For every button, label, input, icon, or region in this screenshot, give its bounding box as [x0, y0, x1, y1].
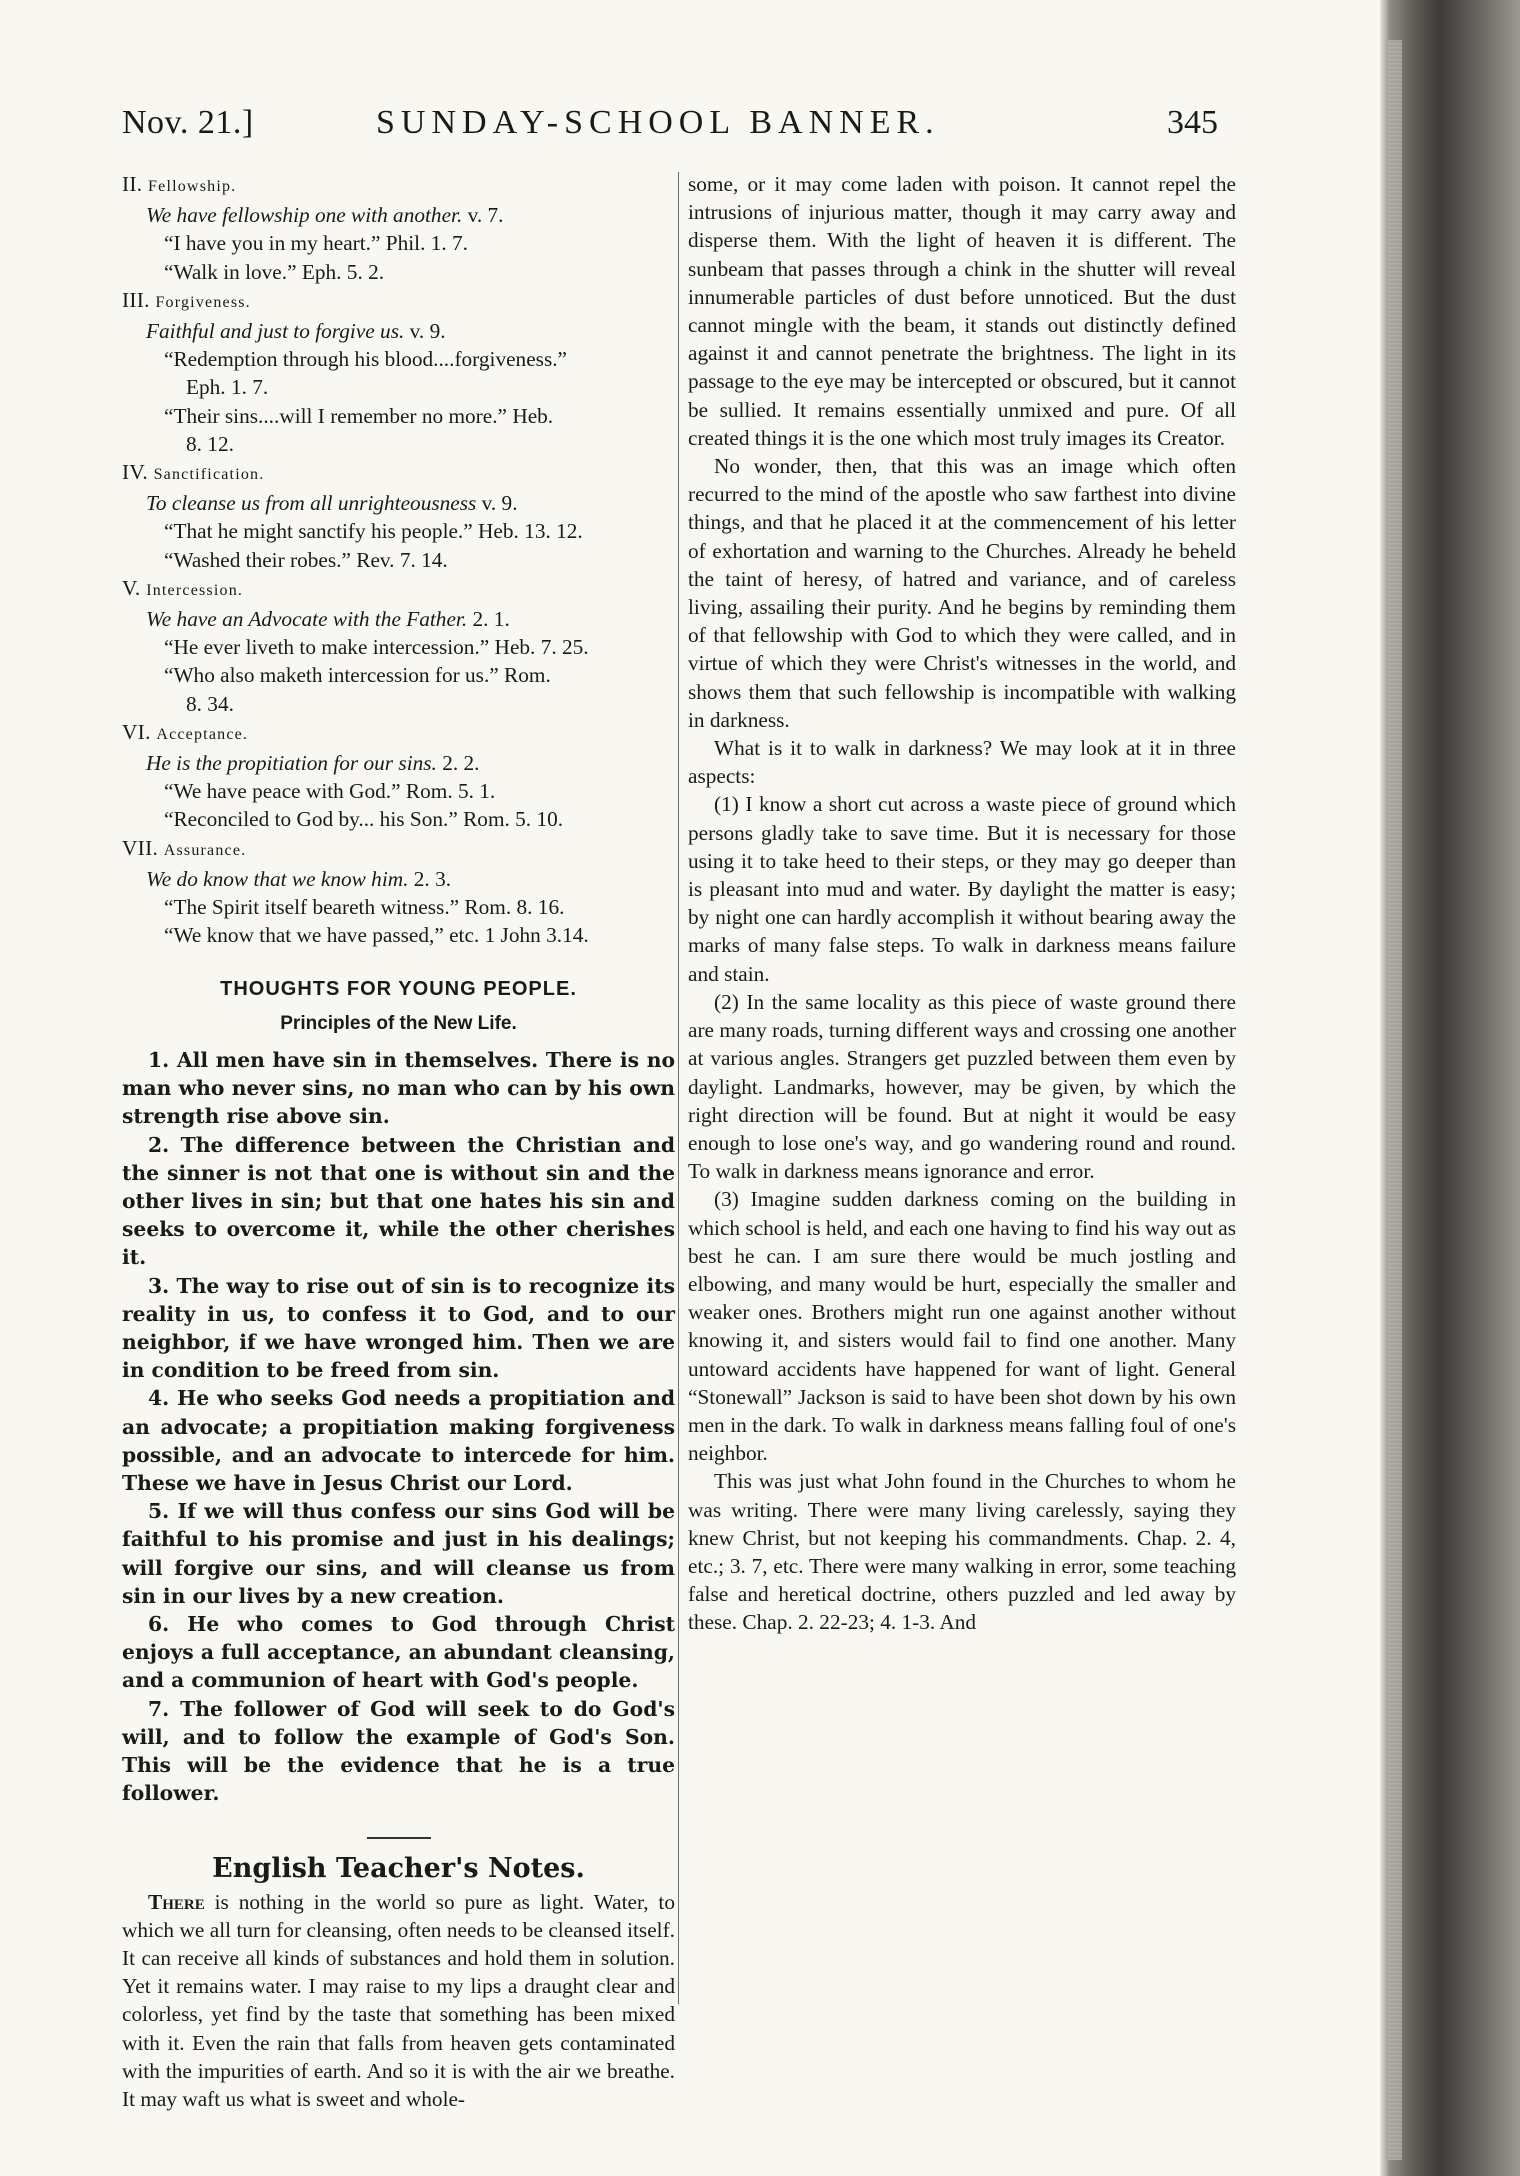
thought-item [122, 1046, 675, 1131]
thought-item [122, 1272, 675, 1385]
scripture-line: Eph. 1. 7. [186, 375, 269, 400]
scripture-line: “Their sins....will I remember no more.” Heb. [164, 403, 554, 428]
body-paragraph: What is it to walk in darkness? We may look at it in three aspects: [688, 736, 1236, 789]
scripture-reference [122, 345, 675, 401]
scripture-reference [122, 893, 675, 921]
outline-heading-text: Intercession. [146, 581, 244, 599]
outline-heading [122, 286, 675, 317]
scripture-reference [122, 517, 675, 545]
scripture-line: “We have peace with God.” Rom. 5. 1. [164, 779, 496, 804]
header-date: Nov. 21.] [122, 104, 254, 141]
outline-numeral: VII. [122, 835, 159, 860]
outline-numeral: V. [122, 575, 141, 600]
scripture-reference [122, 402, 675, 458]
scripture-reference [122, 546, 675, 574]
scripture-reference [122, 777, 675, 805]
thoughts-subtitle: Principles of the New Life. [280, 1012, 517, 1034]
scripture-line: “Reconciled to God by... his Son.” Rom. 5. 10. [164, 807, 564, 832]
verse-reference: v. 9. [409, 319, 446, 344]
outline-numeral: II. [122, 172, 143, 196]
scripture-line: “The Spirit itself beareth witness.” Rom. 8. 16. [164, 895, 565, 920]
thought-text: The difference between the Christian and the sinner is not that one is without sin and the other lives in sin; but that one hates his sin and seeks to overcome it, while the other cherishes it. [122, 1132, 676, 1270]
verse-reference: 2. 1. [472, 607, 510, 632]
thought-item [122, 1497, 675, 1610]
right-paragraphs [688, 452, 1236, 1637]
outline-heading [122, 170, 675, 201]
thoughts-title: THOUGHTS FOR YOUNG PEOPLE. [220, 978, 577, 1001]
verse-text: To cleanse us from all unrighteousness [146, 491, 477, 516]
body-paragraph: (3) Imagine sudden darkness coming on the building in which school is held, and each one having to find his way out as best he can. I am sure there would be much jostling and elbowing, and many would be hurt, especially the smaller and weaker ones. Brothers might run one against another without knowing it, and sisters would fail to find one another. Many untoward accidents have happened for want of light. General “Stonewall” Jackson is said to have been shot down by his own men in the dark. To walk in darkness means falling foul of one's neighbor. [688, 1187, 1236, 1466]
scripture-reference [122, 229, 675, 257]
column-rule [678, 172, 679, 2004]
thought-number: 3. [148, 1273, 170, 1298]
outline-verse [122, 749, 675, 777]
verse-reference: v. 9. [481, 491, 518, 516]
outline-heading [122, 718, 675, 749]
scripture-line: “We know that we have passed,” etc. 1 John 3.14. [164, 923, 589, 948]
scripture-reference [122, 921, 675, 949]
outline-heading-text: Sanctification. [153, 466, 265, 484]
scripture-line: “That he might sanctify his people.” Heb. 13. 12. [164, 519, 583, 544]
scripture-line: “I have you in my heart.” Phil. 1. 7. [164, 231, 469, 256]
thought-item [122, 1131, 675, 1272]
scripture-line: 8. 12. [186, 431, 234, 456]
verse-reference: v. 7. [467, 203, 504, 228]
outline-numeral: IV. [122, 460, 148, 485]
lesson-outline [122, 170, 675, 949]
verse-text: We have fellowship one with another. [146, 203, 463, 228]
verse-reference: 2. 2. [442, 751, 480, 776]
verse-reference: 2. 3. [413, 866, 452, 891]
thought-number: 1. [148, 1047, 170, 1072]
outline-verse [122, 489, 675, 517]
verse-text: He is the propitiation for our sins. [146, 751, 437, 776]
thought-text: All men have sin in themselves. There is no man who never sins, no man who can by his own strength rise above sin. [122, 1047, 676, 1129]
scripture-reference [122, 633, 675, 661]
scripture-line: “Who also maketh intercession for us.” Rom. [164, 663, 551, 688]
outline-heading-text: Assurance. [163, 841, 247, 859]
outline-heading-text: Fellowship. [148, 178, 237, 195]
running-header [122, 104, 1218, 154]
scripture-line: “Washed their robes.” Rev. 7. 14. [164, 547, 448, 572]
thought-number: 5. [148, 1499, 170, 1524]
lead-word: There [148, 1889, 205, 1914]
outline-heading [122, 574, 675, 605]
page-number: 345 [1167, 104, 1218, 141]
outline-numeral: VI. [122, 719, 151, 744]
thought-item [122, 1384, 675, 1497]
thought-number: 4. [148, 1386, 170, 1411]
right-column [688, 170, 1236, 1637]
outline-verse [122, 865, 675, 893]
thought-number: 6. [148, 1611, 170, 1636]
scripture-line: “Redemption through his blood....forgiveness.” [164, 347, 568, 372]
verse-text: Faithful and just to forgive us. [146, 319, 405, 344]
thought-item [122, 1610, 675, 1695]
section-rule [367, 1837, 431, 1839]
scripture-line: “He ever liveth to make intercession.” Heb. 7. 25. [164, 635, 589, 660]
body-paragraph: (1) I know a short cut across a waste piece of ground which persons gladly take to save time. But it is necessary for those using it to take heed to their steps, or they may go deeper than is pleasant into mud and water. By daylight the matter is easy; by night one can hardly accomplish it without bearing away the marks of many false steps. To walk in darkness means failure and stain. [688, 792, 1236, 986]
body-paragraph: (2) In the same locality as this piece of waste ground there are many roads, turning different ways and crossing one another at various angles. Strangers get puzzled between them even by daylight. Landmarks, however, may be given, by which the right direction will be found. But at night it would be easy enough to lose one's way, and go wandering round and round. To walk in darkness means ignorance and error. [688, 989, 1236, 1184]
outline-heading [122, 458, 675, 489]
paragraph-text: is nothing in the world so pure as light. Water, to which we all turn for cleansing, often needs to be cleansed itself. It can receive all kinds of substances and hold them in solution. Yet it remains water. I may raise to my lips a draught clear and colorless, yet find by the taste that something has been mixed with it. Even the rain that falls from heaven gets contaminated with the impurities of earth. And so it is with the air we breathe. It may waft us what is sweet and whole- [122, 1889, 675, 2111]
left-column [122, 170, 675, 2113]
outline-verse [122, 605, 675, 633]
english-notes-title: English Teacher's Notes. [212, 1853, 585, 1885]
thought-text: The way to rise out of sin is to recognize its reality in us, to confess it to God, and to our neighbor, if we have wronged him. Then we are in condition to be freed from sin. [122, 1273, 676, 1383]
continued-paragraph: some, or it may come laden with poison. It cannot repel the intrusions of injurious matter, though it may carry away and disperse them. With the light of heaven it is different. The sunbeam that passes through a chink in the shutter will reveal innumerable particles of dust before unnoticed. But the dust cannot mingle with the beam, it stands out distinctly defined against it and cannot penetrate the brightness. The light in its passage to the eye may be intercepted or obscured, but it cannot be sullied. It remains essentially unmixed and pure. Of all created things it is the one which most truly images its Creator. [688, 172, 1236, 450]
thought-item [122, 1695, 675, 1808]
scripture-line: 8. 34. [186, 691, 234, 716]
thought-text: He who seeks God needs a propitiation and an advocate; a propitiation making forgiveness possible, and an advocate to intercede for him. These we have in Jesus Christ our Lord. [122, 1386, 675, 1495]
outline-heading [122, 834, 675, 865]
english-notes-paragraph [122, 1888, 675, 2114]
thoughts-list [122, 1046, 675, 1807]
outline-verse [122, 317, 675, 345]
scripture-line: “Walk in love.” Eph. 5. 2. [164, 259, 385, 284]
thought-text: He who comes to God through Christ enjoys a full acceptance, an abundant cleansing, and a communion of heart with God's people. [122, 1611, 676, 1693]
body-paragraph: No wonder, then, that this was an image which often recurred to the mind of the apostle who saw farthest into divine things, and that he placed it at the commencement of his letter of exhortation and warning to the Churches. Already he beheld the taint of heresy, of hatred and variance, and of careless living, assailing their purity. And he begins by reminding them of that fellowship with God to which they were called, and in virtue of which they were Christ's witnesses in the world, and shows them that such fellowship is incompatible with walking in darkness. [688, 454, 1236, 732]
outline-heading-text: Acceptance. [156, 725, 249, 743]
thought-text: If we will thus confess our sins God will be faithful to his promise and just in his dealings; will forgive our sins, and will cleanse us from sin in our lives by a new creation. [122, 1499, 675, 1608]
outline-verse [122, 201, 675, 229]
thought-number: 2. [148, 1132, 170, 1157]
page-stack-edge [1388, 40, 1402, 2160]
verse-text: We have an Advocate with the Father. [146, 607, 468, 632]
outline-heading-text: Forgiveness. [155, 293, 251, 311]
thought-number: 7. [148, 1696, 170, 1721]
thought-text: The follower of God will seek to do God's will, and to follow the example of God's Son. This will be the evidence that he is a true follower. [122, 1696, 676, 1806]
scripture-reference [122, 258, 675, 286]
header-title: SUNDAY-SCHOOL BANNER. [376, 104, 940, 141]
verse-text: We do know that we know him. [146, 866, 409, 891]
outline-numeral: III. [122, 287, 150, 312]
body-paragraph: This was just what John found in the Churches to whom he was writing. There were many living carelessly, saying they knew Christ, but not keeping his commandments. Chap. 2. 4, etc.; 3. 7, etc. There were many walking in error, some teaching false and heretical doctrine, others puzzled and led away by these. Chap. 2. 22-23; 4. 1-3. And [688, 1469, 1236, 1635]
scripture-reference [122, 661, 675, 717]
scripture-reference [122, 805, 675, 833]
